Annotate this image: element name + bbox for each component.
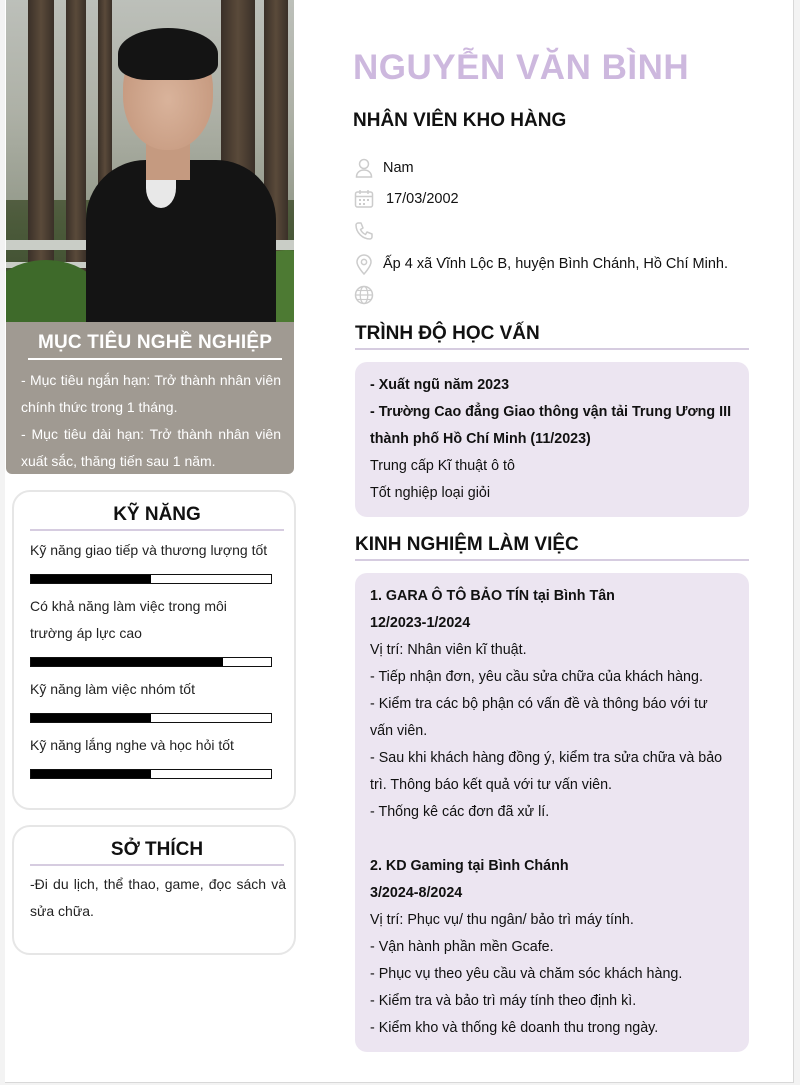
- education-line: - Trường Cao đẳng Giao thông vận tải Trung Ương III thành phố Hồ Chí Minh (11/2023): [370, 404, 732, 447]
- gender-row: [353, 156, 414, 180]
- job-duty: - Phục vụ theo yêu cầu và chăm sóc khách hàng.: [370, 966, 683, 982]
- job-duty: - Kiểm kho và thống kê doanh thu trong ngày.: [370, 1020, 659, 1036]
- candidate-name: NGUYỄN VĂN BÌNH: [353, 48, 690, 87]
- education-title: TRÌNH ĐỘ HỌC VẤN: [355, 323, 749, 350]
- job-position: Vị trí: Nhân viên kĩ thuật.: [370, 642, 527, 658]
- hobbies-text: -Đi du lịch, thể thao, game, đọc sách và sửa chữa.: [30, 876, 286, 919]
- skills-title: KỸ NĂNG: [30, 504, 284, 531]
- globe-icon: [353, 284, 375, 306]
- job-title: NHÂN VIÊN KHO HÀNG: [353, 110, 567, 131]
- job-duty: - Thống kê các đơn đã xử lí.: [370, 804, 550, 820]
- location-icon: [353, 253, 375, 275]
- profile-photo: [6, 0, 294, 322]
- job-duty: - Vận hành phần mền Gcafe.: [370, 939, 554, 955]
- job-duty: - Kiểm tra và bảo trì máy tính theo định kì.: [370, 993, 637, 1009]
- birthday-row: [353, 187, 459, 211]
- job-period: 3/2024-8/2024: [370, 885, 463, 901]
- job-entry: [370, 853, 734, 1042]
- job-duty: - Kiểm tra các bộ phận có vấn đề và thông báo với tư vấn viên.: [370, 696, 708, 739]
- skill-label: Có khả năng làm việc trong môi trường áp lực cao: [30, 598, 227, 641]
- job-period: 12/2023-1/2024: [370, 615, 471, 631]
- skill-bar: [30, 657, 272, 667]
- skill-bar: [30, 713, 272, 723]
- website-row: [353, 283, 383, 307]
- job-company: 2. KD Gaming tại Bình Chánh: [370, 858, 569, 874]
- education-line: Trung cấp Kĩ thuật ô tô: [370, 458, 515, 474]
- phone-icon: [353, 220, 375, 242]
- gender-value: Nam: [383, 160, 414, 176]
- skill-label: Kỹ năng giao tiếp và thương lượng tốt: [30, 542, 268, 558]
- education-line: Tốt nghiệp loại giỏi: [370, 485, 491, 501]
- experience-title: KINH NGHIỆM LÀM VIỆC: [355, 534, 749, 561]
- address-value: Ấp 4 xã Vĩnh Lộc B, huyện Bình Chánh, Hồ Chí Minh.: [383, 256, 728, 272]
- career-goals-section: [6, 322, 294, 474]
- skill-bar: [30, 769, 272, 779]
- phone-row: [353, 219, 383, 243]
- calendar-icon: [353, 188, 375, 210]
- job-position: Vị trí: Phục vụ/ thu ngân/ bảo trì máy tính.: [370, 912, 634, 928]
- user-icon: [353, 157, 375, 179]
- hobbies-section: [12, 825, 296, 955]
- career-goals-title: MỤC TIÊU NGHỀ NGHIỆP: [28, 332, 282, 360]
- skill-bar: [30, 574, 272, 584]
- skills-section: [12, 490, 296, 810]
- goal-line: - Mục tiêu ngắn hạn: Trở thành nhân viên chính thức trong 1 tháng.: [21, 372, 281, 415]
- birthday-value: 17/03/2002: [386, 191, 459, 207]
- address-row: [353, 252, 728, 276]
- hobbies-title: SỞ THÍCH: [30, 839, 284, 866]
- cv-page: [5, 0, 794, 1083]
- job-duty: - Sau khi khách hàng đồng ý, kiểm tra sửa chữa và bảo trì. Thông báo kết quả với tư vấn viên.: [370, 750, 723, 793]
- job-company: 1. GARA Ô TÔ BẢO TÍN tại Bình Tân: [370, 588, 615, 604]
- skill-label: Kỹ năng làm việc nhóm tốt: [30, 681, 195, 697]
- job-entry: [370, 583, 734, 826]
- experience-section: [355, 573, 749, 1052]
- skill-label: Kỹ năng lắng nghe và học hỏi tốt: [30, 737, 234, 753]
- career-goals-text: [21, 367, 281, 475]
- education-section: [355, 362, 749, 517]
- goal-line: - Mục tiêu dài hạn: Trở thành nhân viên xuất sắc, thăng tiến sau 1 năm.: [21, 426, 281, 469]
- job-duty: - Tiếp nhận đơn, yêu cầu sửa chữa của khách hàng.: [370, 669, 703, 685]
- education-line: - Xuất ngũ năm 2023: [370, 377, 510, 393]
